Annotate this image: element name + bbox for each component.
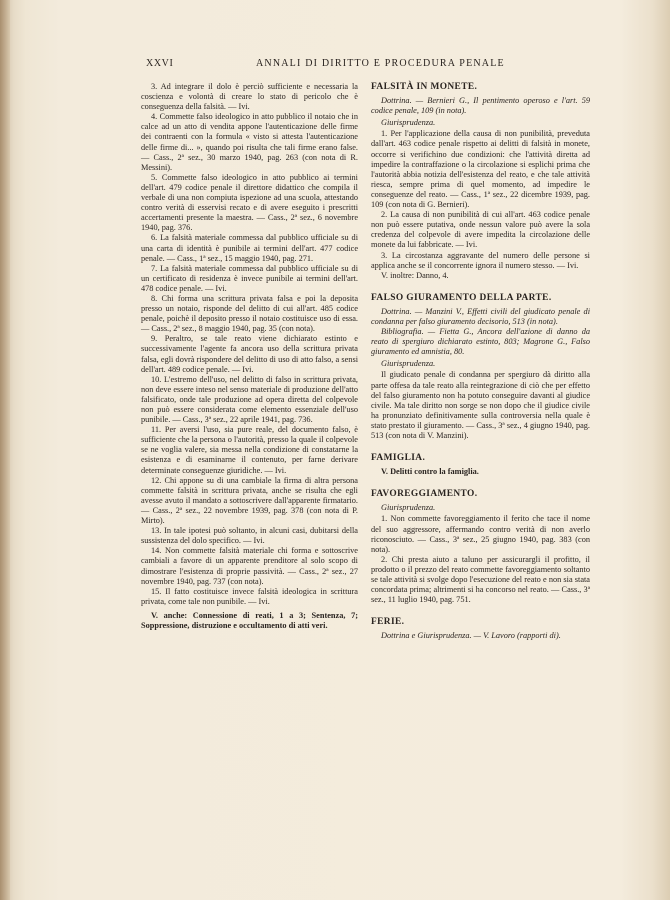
giurisprudenza-label: Giurisprudenza. xyxy=(381,359,436,369)
ferie-entry: Dottrina e Giurisprudenza. — V. Lavoro (rapporti di). xyxy=(381,631,561,641)
left-item: 3. Ad integrare il dolo è perciò sufficiente e necessaria la coscienza e volontà di creare lo stato di pericolo che è conseguenza della falsità. — Ivi. xyxy=(141,82,358,112)
section-title-favoreggiamento: FAVOREGGIAMENTO. xyxy=(371,489,478,500)
section-title-famiglia: FAMIGLIA. xyxy=(371,453,426,464)
left-item: 12. Chi appone su di una cambiale la firma di altra persona commette falsità in scrittura privata, anche se risulta che egli avesse avuto il mandato a sottoscrivere dall'apparente firmatario. — Cass., 2ª sez., 22 novembre 1939, pag. 378 (con nota di P. Mirto). xyxy=(141,475,358,526)
left-item: 4. Commette falso ideologico in atto pubblico il notaio che in calce ad un atto di vendita appone l'autenticazione delle firme dei contraenti con la formula « visto si attesta l'autenticazione delle firme di... », quando poi risulta che tali firme erano false. — Cass., 2ª sez., 30 marzo 1940, pag. 263 (con nota di R. Messini). xyxy=(141,112,358,172)
giurisprudenza-label: Giurisprudenza. xyxy=(381,118,436,128)
left-item: 13. In tale ipotesi può soltanto, in alcuni casi, dubitarsi della sussistenza del dolo specifico. — Ivi. xyxy=(141,526,358,546)
right-column xyxy=(371,82,590,642)
left-item: 6. La falsità materiale commessa dal pubblico ufficiale su di una carta di identità è punibile ai termini dell'art. 477 codice penale. — Cass., 1ª sez., 15 maggio 1940, pag. 271. xyxy=(141,233,358,263)
page-number: XXVI xyxy=(146,58,174,69)
see-also-note: V. anche: Connessione di reati, 1 a 3; Sentenza, 7; Soppressione, distruzione e occultamento di atti veri. xyxy=(141,610,358,630)
giurisprudenza-label: Giurisprudenza. xyxy=(381,503,436,513)
left-column xyxy=(141,82,358,631)
dottrina-entry: Dottrina. — Bernieri G., Il pentimento operoso e l'art. 59 codice penale, 109 (in nota). xyxy=(371,96,590,116)
right-item: 1. Non commette favoreggiamento il ferito che tace il nome del suo aggressore, affermando contro verità di non averlo riconosciuto. — Cass., 3ª sez., 25 giugno 1940, pag. 383 (con nota). xyxy=(371,514,590,554)
left-item: 10. L'estremo dell'uso, nel delitto di falso in scrittura privata, non deve essere inteso nel senso materiale di produzione dell'atto falsificato, onde tale produzione ad opera diretta del colpevole non può essere considerata come elemento essenziale dell'uso punibile. — Cass., 3ª sez., 22 aprile 1941, pag. 736. xyxy=(141,374,358,425)
running-header xyxy=(146,58,630,72)
section-title-falso-giuramento: FALSO GIURAMENTO DELLA PARTE. xyxy=(371,292,552,303)
book-spine-edge xyxy=(0,0,10,900)
right-item: 2. Chi presta aiuto a taluno per assicurargli il profitto, il prodotto o il prezzo del reato commette favoreggiamento soltanto se tale attività si svolge dopo l'esecuzione del reato e non sia stata concordata prima; altrimenti si ha concorso nel reato. — Cass., 3ª sez., 11 luglio 1940, pag. 751. xyxy=(371,554,590,605)
left-item: 8. Chi forma una scrittura privata falsa e poi la deposita presso un notaio, risponde del delitto di cui all'art. 485 codice penale, poichè il deposito presso il notaio costituisce uso di essa. — Cass., 2ª sez., 8 maggio 1940, pag. 35 (con nota). xyxy=(141,293,358,334)
see-also-note: V. Delitti contro la famiglia. xyxy=(381,467,479,477)
section-title-falsita-in-monete: FALSITÀ IN MONETE. xyxy=(371,82,478,92)
running-title: ANNALI DI DIRITTO E PROCEDURA PENALE xyxy=(256,58,505,69)
left-item: 5. Commette falso ideologico in atto pubblico ai termini dell'art. 479 codice penale il direttore didattico che compila il verbale di una non compiuta ispezione ad una scuola, attestando contro verità di esservisi recato e di avere eseguito i prescritti accertamenti presente la maestra. — Cass., 2ª sez., 6 novembre 1940, pag. 376. xyxy=(141,172,358,233)
right-item: 2. La causa di non punibilità di cui all'art. 463 codice penale non può essere putativa, onde nessun valore può avere la sola credenza del colpevole di avere impedita la circolazione delle monete da lui fabbricate. — Ivi. xyxy=(371,210,590,250)
right-item: 3. La circostanza aggravante del numero delle persone si applica anche se il concorrente ignora il numero stesso. — Ivi. xyxy=(371,250,590,270)
left-item: 11. Per aversi l'uso, sia pure reale, del documento falso, è sufficiente che la persona o l'autorità, presso la quale il colpevole se ne voglia valere, sia messa nella condizione di constatarne la esistenza e di esaminarne il contenuto, per farne derivare determinate conseguenze giuridiche. — Ivi. xyxy=(141,425,358,475)
right-item: Il giudicato penale di condanna per spergiuro dà diritto alla parte offesa da tale reato alla reintegrazione di ciò che per effetto del falso giuramento non ha potuto conseguire davanti al giudice civile. Ma tale diritto non sorge se non dopo che il giudice civile ha pronunziato definitivamente sulla controversia nella quale è stato prestato il giuramento. — Cass., 3ª sez., 4 giugno 1940, pag. 513 (con nota di V. Manzini). xyxy=(371,370,590,440)
left-item: 14. Non commette falsità materiale chi forma e sottoscrive cambiali a favore di un apparente prenditore al solo scopo di dimostrare l'esistenza di proprie passività. — Cass., 2ª sez., 27 novembre 1940, pag. 737 (con nota). xyxy=(141,546,358,586)
left-item: 9. Peraltro, se tale reato viene dichiarato estinto e successivamente l'agente fa ancora uso della scrittura privata falsa, egli dovrà rispondere del delitto di uso di atto falso, a sensi dell'art. 489 codice penale. — Ivi. xyxy=(141,334,358,374)
bibliografia-entry: Bibliografia. — Fietta G., Ancora dell'azione di danno da reato di spergiuro dichiarato estinto, 803; Magrone G., Falso giuramento ed amnistia, 80. xyxy=(371,327,590,357)
section-title-ferie: FERIE. xyxy=(371,617,405,628)
left-item: 15. Il fatto costituisce invece falsità ideologica in scrittura privata, come tale non punibile. — Ivi. xyxy=(141,586,358,606)
see-also-note: V. inoltre: Danno, 4. xyxy=(381,270,449,280)
dottrina-entry: Dottrina. — Manzini V., Effetti civili del giudicato penale di condanna per falso giuramento decisorio, 513 (in nota). xyxy=(371,306,590,326)
left-item: 7. La falsità materiale commessa dal pubblico ufficiale su di un certificato di residenza è invece punibile ai termini dell'art. 478 codice penale. — Ivi. xyxy=(141,263,358,293)
right-item: 1. Per l'applicazione della causa di non punibilità, preveduta dall'art. 463 codice penale rispetto ai delitti di falsità in monete, occorre si verifichino due condizioni: che l'attività diretta ad impedire la contraffazione o la circolazione si esplichi prima che l'autorità abbia notizia dell'esistenza del reato, e che tale attività riesca, sempre prima di quel momento, ad impedire le conseguenze del reato. — Cass., 1ª sez., 22 dicembre 1939, pag. 109 (con nota di G. Bernieri). xyxy=(371,129,590,210)
